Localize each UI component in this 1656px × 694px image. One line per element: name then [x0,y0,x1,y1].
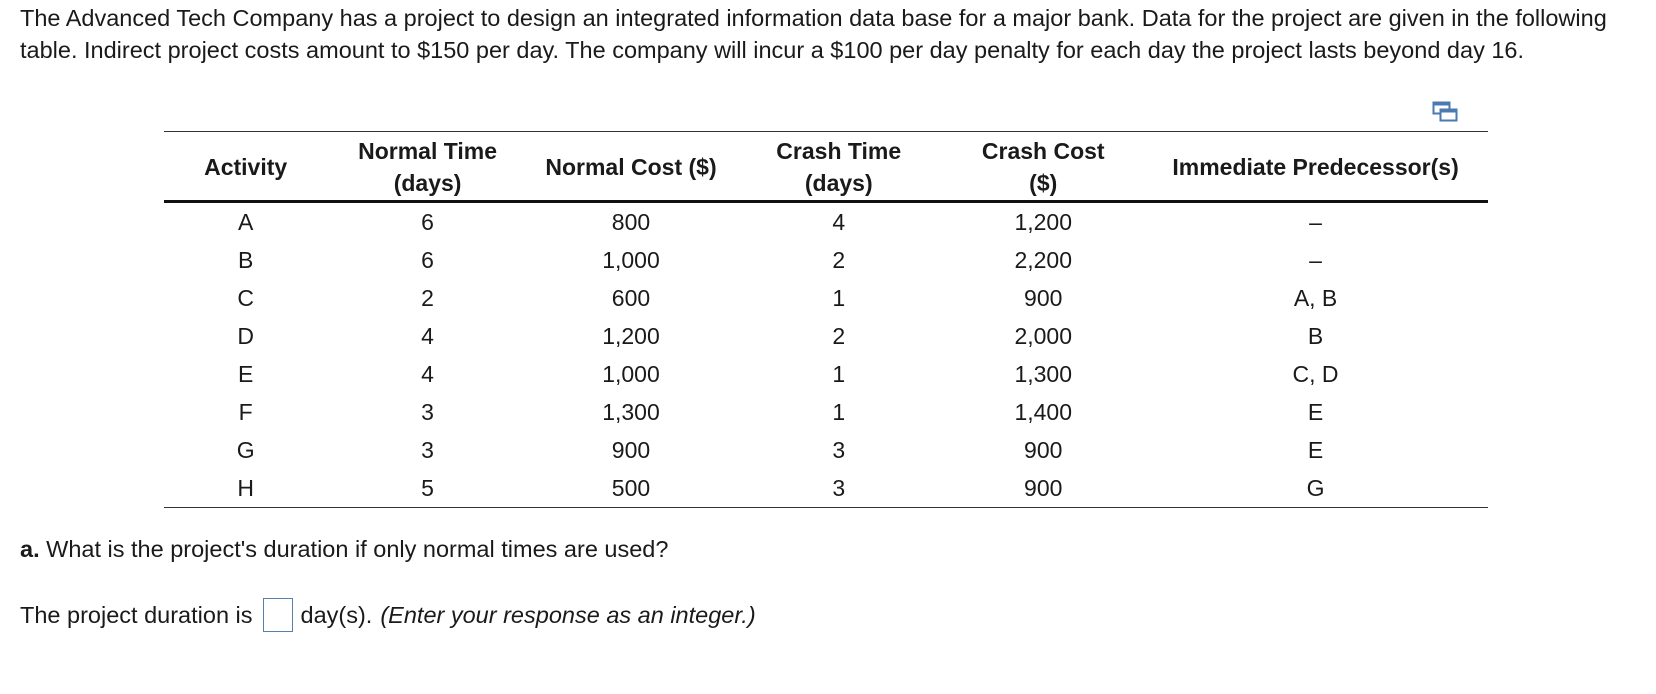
header-crash-cost: Crash Cost ($) [981,138,1105,196]
header-normal-time: Normal Time (days) [358,138,498,196]
cell-normal-cost: 500 [611,475,651,501]
cell-activity: F [238,399,253,425]
cell-activity: G [236,437,255,463]
table-row [164,431,1488,469]
cell-crash-cost: 2,200 [1014,247,1073,273]
table-row [164,241,1488,279]
cell-normal-time: 6 [421,247,434,273]
cell-crash-cost: 1,400 [1014,399,1073,425]
question-a [20,536,668,563]
cell-crash-time: 4 [832,209,846,235]
cell-normal-time: 3 [421,437,434,463]
cell-activity: E [237,361,254,387]
cell-crash-cost: 1,200 [1014,209,1073,235]
cell-predecessors: E [1307,399,1324,425]
cell-normal-time: 6 [421,209,434,235]
cell-normal-cost: 900 [611,437,651,463]
cell-predecessors: C, D [1292,361,1339,387]
cell-crash-time: 3 [832,437,846,463]
cell-normal-cost: 1,300 [602,399,660,425]
cell-crash-cost: 900 [1024,475,1063,501]
answer-line [20,598,756,632]
question-label: a. [20,536,40,562]
header-predecessors: Immediate Predecessor(s) [1172,154,1459,180]
cell-crash-cost: 1,300 [1014,361,1073,387]
copy-table-icon[interactable] [1432,101,1458,123]
table-row [164,355,1488,393]
table-row [164,317,1488,355]
cell-predecessors: – [1309,247,1322,273]
table-header-row [164,132,1488,202]
cell-crash-time: 2 [832,247,846,273]
cell-normal-cost: 600 [611,285,651,311]
header-normal-cost: Normal Cost ($) [545,154,717,180]
cell-predecessors: – [1309,209,1322,235]
project-data-table [164,131,1488,508]
cell-predecessors: G [1306,475,1325,501]
cell-crash-time: 1 [832,399,846,425]
header-activity: Activity [204,154,288,180]
cell-predecessors: B [1307,323,1324,349]
cell-activity: D [237,323,254,349]
cell-crash-cost: 900 [1024,437,1063,463]
cell-normal-cost: 1,000 [602,361,660,387]
cell-crash-cost: 900 [1024,285,1063,311]
question-text: What is the project's duration if only normal times are used? [46,536,669,562]
duration-answer-input[interactable] [263,598,293,632]
cell-crash-cost: 2,000 [1014,323,1073,349]
cell-predecessors: E [1307,437,1324,463]
cell-activity: C [237,285,254,311]
problem-statement: The Advanced Tech Company has a project to design an integrated information data base for a major bank. Data for the project are given in the following table. Indirect project costs amount to $150 per day. The company will incur a $100 per day penalty for each day the project lasts beyond day 16. [20,5,1607,63]
cell-crash-time: 2 [832,323,846,349]
cell-normal-time: 3 [421,399,434,425]
answer-prefix: The project duration is [20,601,253,628]
cell-normal-cost: 1,200 [602,323,660,349]
cell-activity: B [237,247,254,273]
table-row [164,469,1488,508]
answer-suffix: day(s). [300,601,373,628]
table-row [164,279,1488,317]
table-row [164,202,1488,242]
cell-crash-time: 3 [832,475,846,501]
cell-crash-time: 1 [832,285,846,311]
cell-activity: H [237,475,254,501]
cell-normal-time: 5 [421,475,434,501]
answer-hint: (Enter your response as an integer.) [380,601,756,628]
cell-activity: A [237,209,254,235]
cell-normal-time: 4 [421,361,434,387]
cell-normal-time: 2 [421,285,434,311]
cell-predecessors: A, B [1293,285,1338,311]
table-row [164,393,1488,431]
cell-crash-time: 1 [832,361,846,387]
header-crash-time: Crash Time (days) [776,138,902,196]
cell-normal-cost: 1,000 [602,247,660,273]
cell-normal-time: 4 [421,323,434,349]
cell-normal-cost: 800 [611,209,651,235]
